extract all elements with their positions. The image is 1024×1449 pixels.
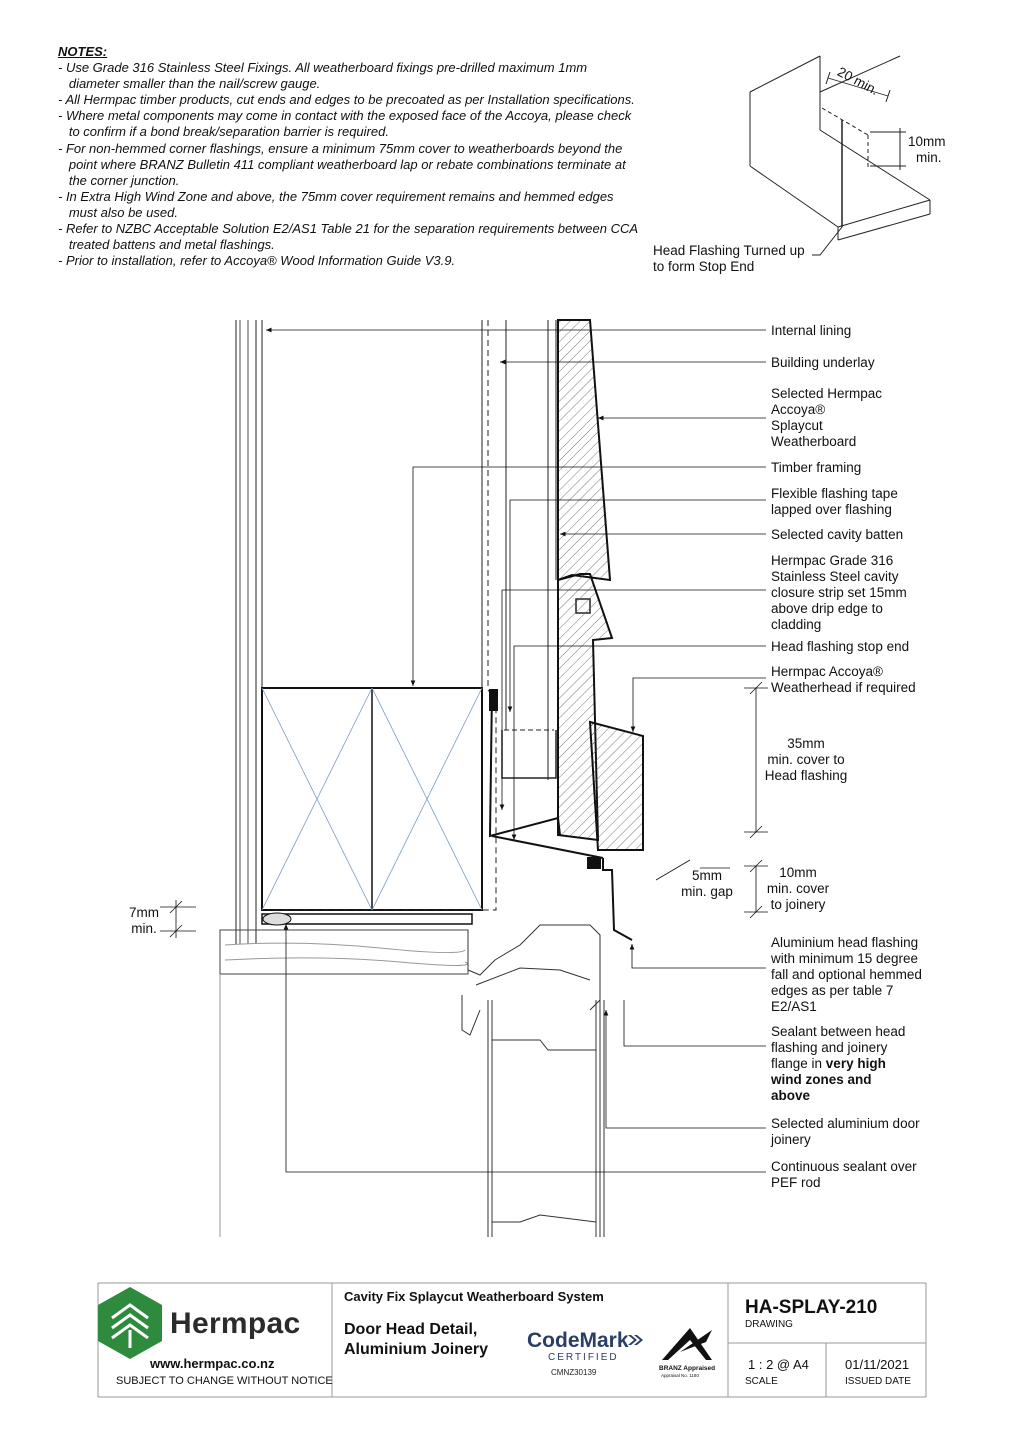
dim-text: 5mm [692, 868, 722, 883]
codemark-chevron-icon [628, 1335, 643, 1345]
label-text: Accoya® [771, 402, 826, 417]
dim-text: 10mm [779, 865, 817, 880]
system-name: Cavity Fix Splaycut Weatherboard System [344, 1289, 604, 1304]
label-text: fall and optional hemmed [771, 967, 922, 982]
corner-stop-end-detail [750, 56, 930, 255]
label-text: Hermpac Grade 316 [771, 553, 894, 568]
scale-label: SCALE [745, 1376, 778, 1387]
dim-text: to joinery [770, 897, 826, 912]
drawing-title [344, 1320, 524, 1360]
disclaimer: SUBJECT TO CHANGE WITHOUT NOTICE [116, 1375, 333, 1387]
corner-caption-b: to form Stop End [653, 259, 755, 274]
internal-lining [236, 320, 262, 944]
label-text: PEF rod [771, 1175, 821, 1190]
dim-7-min [118, 905, 170, 937]
codemark-number: CMNZ30139 [551, 1368, 597, 1377]
label-head-flashing [771, 935, 971, 1015]
label-text: Head flashing stop end [771, 639, 910, 654]
label-text: Selected Hermpac [771, 386, 883, 401]
issued-date-label: ISSUED DATE [845, 1376, 911, 1387]
label-text: cladding [771, 617, 822, 632]
drawing-label: DRAWING [745, 1319, 793, 1330]
note-line: - Refer to NZBC Acceptable Solution E2/AS1 Table 21 for the separation requirements between CCA [58, 221, 639, 237]
label-flashing-tape [771, 486, 971, 518]
note-line: diameter smaller than the nail/screw gauge. [58, 76, 321, 92]
label-text: Internal lining [771, 323, 852, 338]
hermpac-logo-icon [98, 1287, 162, 1359]
corner-caption-a: Head Flashing Turned up [653, 243, 805, 258]
label-text-bold: above [771, 1088, 811, 1103]
dim-5-gap [672, 868, 742, 900]
label-weatherhead [771, 664, 971, 696]
branz-appraisal-number: Appraisal No. 1180 [661, 1373, 699, 1378]
label-text: Selected aluminium door [771, 1116, 920, 1131]
label-text: closure strip set 15mm [771, 585, 907, 600]
brand-name: Hermpac [170, 1307, 301, 1340]
note-line: point where BRANZ Bulletin 411 compliant weatherboard lap or rebate combinations terminate at [58, 156, 626, 172]
notes-title: NOTES: [58, 44, 108, 59]
timber-framing-lintel [262, 688, 482, 910]
note-line: - Prior to installation, refer to Accoya® Wood Information Guide V3.9. [58, 253, 456, 269]
label-building-underlay [771, 355, 971, 371]
dim-text: min. [131, 921, 157, 936]
dim-text: 7mm [129, 905, 159, 920]
label-text: Aluminium head flashing [771, 935, 919, 950]
note-line: - In Extra High Wind Zone and above, the 75mm cover requirement remains and hemmed edges [58, 188, 614, 204]
dim-text: min. cover [766, 881, 830, 896]
note-line: - Use Grade 316 Stainless Steel Fixings. All weatherboard fixings pre-drilled maximum 1mm [58, 60, 588, 76]
label-cavity-batten [771, 527, 971, 543]
note-line: - All Hermpac timber products, cut ends and edges to be precoated as per Installation specifications. [58, 92, 635, 108]
note-line: to confirm if a bond break/separation barrier is required. [58, 124, 389, 140]
drawing-title-line: Door Head Detail, [344, 1321, 478, 1338]
label-text: Selected cavity batten [771, 527, 904, 542]
label-weatherboard [771, 386, 971, 450]
branz-appraised: BRANZ Appraised [659, 1365, 716, 1372]
corner-dim-20: 20 min. [834, 64, 882, 99]
note-line: must also be used. [58, 204, 178, 220]
dim-10-cover [758, 865, 838, 913]
label-text: E2/AS1 [771, 999, 817, 1014]
note-line: - For non-hemmed corner flashings, ensure a minimum 75mm cover to weatherboards beyond the [58, 140, 623, 156]
corner-dim-10-b: min. [916, 150, 942, 165]
label-text: flashing and joinery [771, 1040, 888, 1055]
scale-value: 1 : 2 @ A4 [748, 1357, 809, 1372]
label-text: Timber framing [771, 460, 862, 475]
codemark-logo: CodeMark [527, 1329, 629, 1352]
dim-text: min. cover to [767, 752, 845, 767]
label-text: edges as per table 7 [771, 983, 894, 998]
issued-date: 01/11/2021 [845, 1357, 910, 1372]
dim-text: Head flashing [764, 768, 848, 783]
label-internal-lining [771, 323, 971, 339]
label-sealant [771, 1024, 971, 1104]
label-closure-strip [771, 553, 971, 633]
codemark-certified: CERTIFIED [548, 1352, 619, 1363]
label-text: Splaycut [771, 418, 823, 433]
label-text: lapped over flashing [771, 502, 892, 517]
label-pef-sealant [771, 1159, 971, 1191]
label-text: Hermpac Accoya® [771, 664, 883, 679]
drawing-number: HA-SPLAY-210 [745, 1297, 878, 1318]
label-text: joinery [771, 1132, 811, 1147]
corner-dim-10-a: 10mm [908, 134, 946, 149]
label-text: with minimum 15 degree [771, 951, 919, 966]
dim-35-cover [748, 736, 864, 784]
label-text: flange in [771, 1056, 826, 1071]
label-door-joinery [771, 1116, 971, 1148]
label-text [771, 1056, 971, 1072]
drawing-title-line: Aluminium Joinery [344, 1341, 489, 1358]
label-stop-end [771, 639, 971, 655]
door-joinery-frame [220, 913, 604, 1237]
weatherboards [558, 320, 643, 850]
dim-text: min. gap [681, 884, 733, 899]
note-line: treated battens and metal flashings. [58, 237, 275, 253]
label-text: Stainless Steel cavity [771, 569, 899, 584]
label-text: Continuous sealant over [771, 1159, 917, 1174]
dim-text: 35mm [787, 736, 825, 751]
label-text: Building underlay [771, 355, 875, 370]
label-text-bold: very high [825, 1056, 886, 1071]
label-text: Weatherboard [771, 434, 857, 449]
label-text: Sealant between head [771, 1024, 906, 1039]
label-text: above drip edge to [771, 601, 883, 616]
label-text-bold: wind zones and [771, 1072, 872, 1087]
note-line: - Where metal components may come in contact with the exposed face of the Accoya, please check [58, 108, 632, 124]
website-link[interactable]: www.hermpac.co.nz [150, 1356, 275, 1371]
branz-logo-icon [662, 1328, 712, 1360]
note-line: the corner junction. [58, 172, 180, 188]
label-text: Weatherhead if required [771, 680, 916, 695]
label-timber-framing [771, 460, 971, 476]
label-text: Flexible flashing tape [771, 486, 898, 501]
